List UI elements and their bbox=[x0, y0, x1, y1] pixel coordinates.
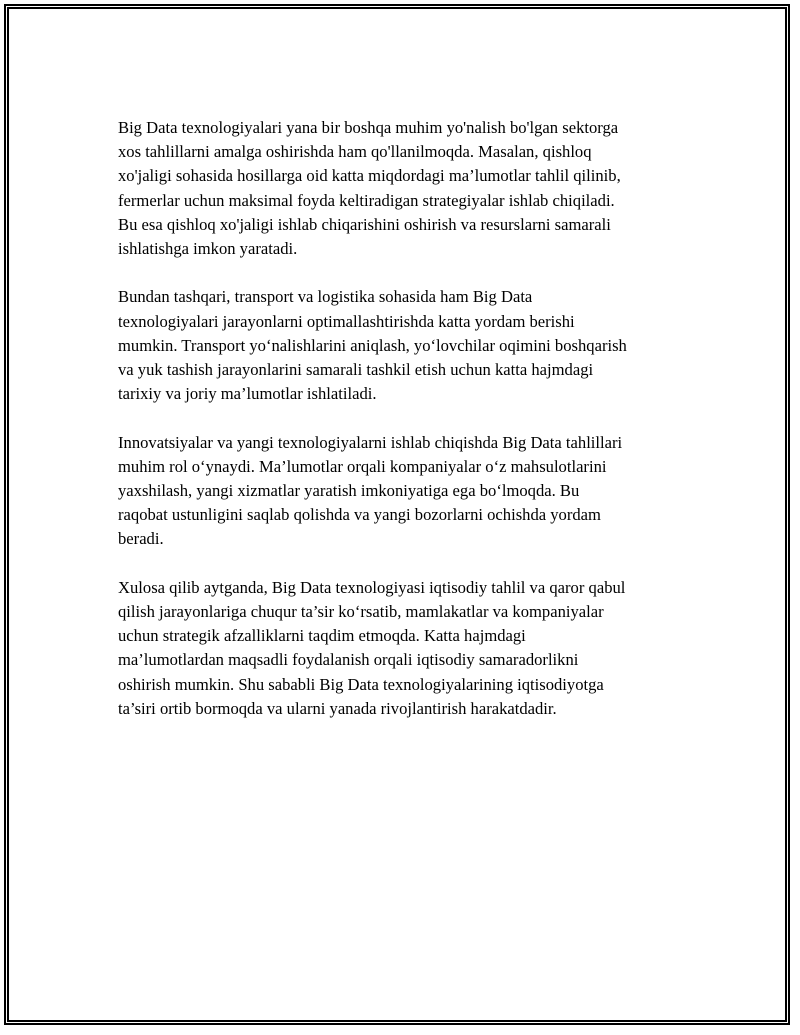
text-line: yaxshilash, yangi xizmatlar yaratish imkoniyatiga ega bo‘lmoqda. Bu bbox=[118, 481, 580, 501]
text-line: qilish jarayonlariga chuqur ta’sir ko‘rsatib, mamlakatlar va kompaniyalar bbox=[118, 602, 604, 622]
text-line: oshirish mumkin. Shu sababli Big Data texnologiyalarining iqtisodiyotga bbox=[118, 674, 604, 694]
text-line: muhim rol o‘ynaydi. Ma’lumotlar orqali kompaniyalar o‘z mahsulotlarini bbox=[118, 456, 607, 476]
paragraph-innovation bbox=[118, 431, 698, 552]
text-line: xo'jaligi sohasida hosillarga oid katta miqdordagi ma’lumotlar tahlil qilinib, bbox=[118, 166, 621, 186]
text-line: ma’lumotlardan maqsadli foydalanish orqali iqtisodiy samaradorlikni bbox=[118, 650, 579, 670]
text-line: mumkin. Transport yo‘nalishlarini aniqlash, yo‘lovchilar oqimini boshqarish bbox=[118, 335, 627, 355]
text-line: ishlatishga imkon yaratadi. bbox=[118, 239, 298, 259]
text-line: Big Data texnologiyalari yana bir boshqa muhim yo'nalish bo'lgan sektorga bbox=[118, 118, 619, 137]
text-line: uchun strategik afzalliklarni taqdim etmoqda. Katta hajmdagi bbox=[118, 626, 526, 646]
paragraph-conclusion bbox=[118, 576, 698, 721]
text-line: va yuk tashish jarayonlarini samarali tashkil etish uchun katta hajmdagi bbox=[118, 360, 594, 380]
paragraph-transport bbox=[118, 285, 698, 406]
text-line: Bundan tashqari, transport va logistika sohasida ham Big Data bbox=[118, 287, 533, 307]
document-body bbox=[118, 116, 698, 745]
text-line: Innovatsiyalar va yangi texnologiyalarni ishlab chiqishda Big Data tahlillari bbox=[118, 432, 623, 452]
text-line: beradi. bbox=[118, 529, 164, 549]
text-line: tarixiy va joriy ma’lumotlar ishlatiladi. bbox=[118, 384, 377, 404]
text-line: xos tahlillarni amalga oshirishda ham qo'llanilmoqda. Masalan, qishloq bbox=[118, 142, 592, 162]
text-line: Xulosa qilib aytganda, Big Data texnologiyasi iqtisodiy tahlil va qaror qabul bbox=[118, 577, 626, 597]
text-line: texnologiyalari jarayonlarni optimallashtirishda katta yordam berishi bbox=[118, 311, 575, 331]
text-line: ta’siri ortib bormoqda va ularni yanada rivojlantirish harakatdadir. bbox=[118, 698, 557, 718]
paragraph-agriculture bbox=[118, 116, 698, 261]
text-line: raqobat ustunligini saqlab qolishda va yangi bozorlarni ochishda yordam bbox=[118, 505, 601, 525]
text-line: Bu esa qishloq xo'jaligi ishlab chiqarishini oshirish va resurslarni samarali bbox=[118, 214, 611, 234]
text-line: fermerlar uchun maksimal foyda keltiradigan strategiyalar ishlab chiqiladi. bbox=[118, 190, 615, 210]
